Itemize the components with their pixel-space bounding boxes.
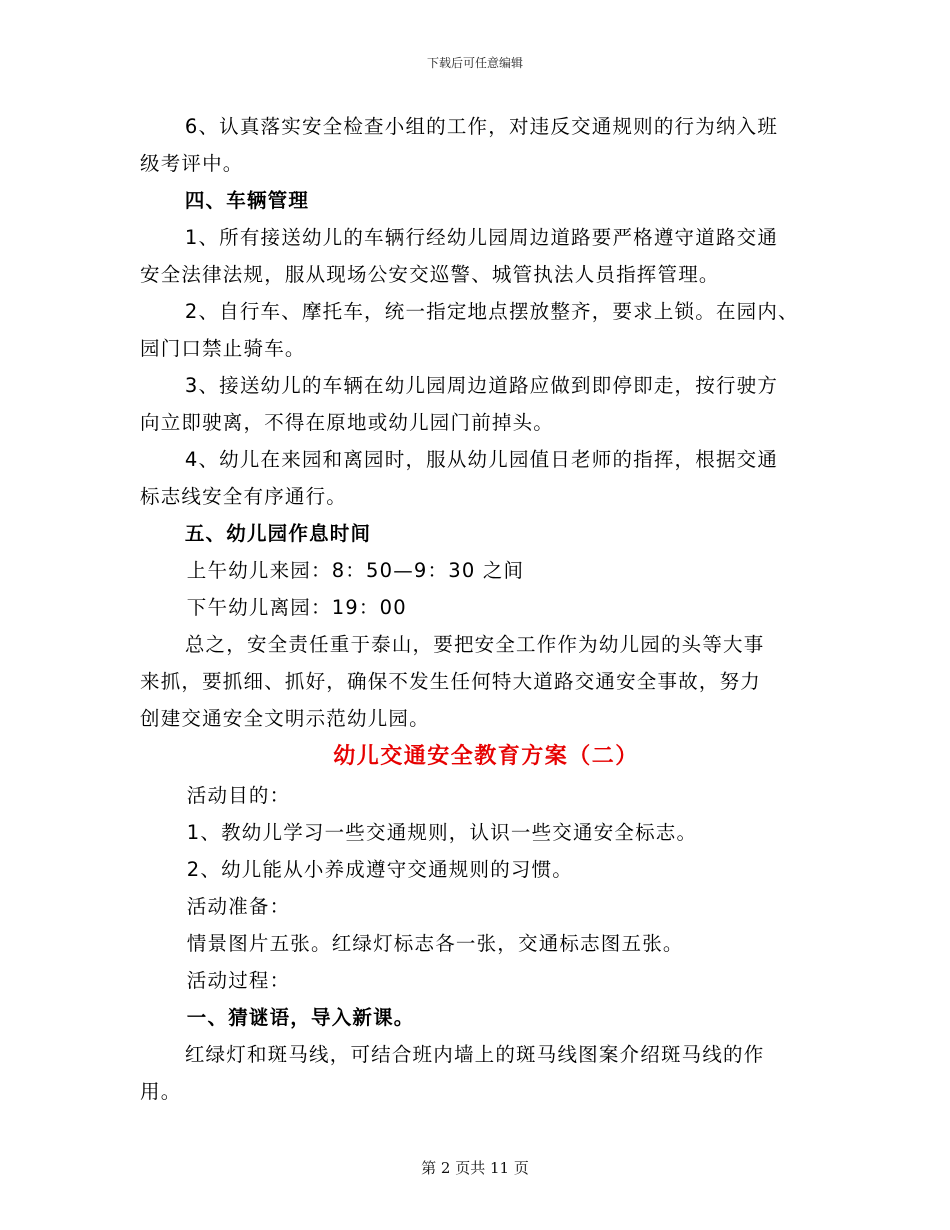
heading-schedule: 五、幼儿园作息时间 <box>184 522 372 545</box>
prep-label: 活动准备： <box>186 895 291 918</box>
goal-item-1: 1、教幼儿学习一些交通规则，认识一些交通安全标志。 <box>186 821 698 844</box>
paragraph-step-1: 红绿灯和斑马线，可结合班内墙上的斑马线图案介绍斑马线的作 用。 <box>140 1043 765 1103</box>
paragraph-vehicle-3: 3、接送幼儿的车辆在幼儿园周边道路应做到即停即走，按行驶方 向立即驶离，不得在原地或幼儿园门前掉头。 <box>140 374 779 434</box>
step-1-title: 一、猜谜语，导入新课。 <box>186 1006 415 1029</box>
goal-item-2: 2、幼儿能从小养成遵守交通规则的习惯。 <box>186 858 574 881</box>
paragraph-vehicle-2: 2、自行车、摩托车，统一指定地点摆放整齐，要求上锁。在园内、 园门口禁止骑车。 <box>140 300 799 360</box>
goal-label: 活动目的： <box>186 784 291 807</box>
schedule-morning: 上午幼儿来园：8：50—9：30 之间 <box>186 559 525 582</box>
paragraph-vehicle-4: 4、幼儿在来园和离园时，服从幼儿园值日老师的指挥，根据交通 标志线安全有序通行。 <box>140 448 779 508</box>
page-footer: 第 2 页共 11 页 <box>421 1159 529 1177</box>
paragraph-summary: 总之，安全责任重于泰山，要把安全工作作为幼儿园的头等大事 来抓，要抓细、抓好，确保不发生任何特大道路交通安全事故，努力 创建交通安全文明示范幼儿园。 <box>140 633 765 730</box>
paragraph-rule-6: 6、认真落实安全检查小组的工作，对违反交通规则的行为纳入班 级考评中。 <box>140 115 779 175</box>
document-body <box>140 108 812 1110</box>
heading-vehicle-management: 四、车辆管理 <box>184 189 310 212</box>
section-title: 幼儿交通安全教育方案（二） <box>333 744 639 769</box>
schedule-afternoon: 下午幼儿离园：19：00 <box>186 596 407 619</box>
process-label: 活动过程： <box>186 969 291 992</box>
paragraph-vehicle-1: 1、所有接送幼儿的车辆行经幼儿园周边道路要严格遵守道路交通 安全法律法规，服从现场公安交巡警、城管执法人员指挥管理。 <box>140 226 779 286</box>
prep-text: 情景图片五张。红绿灯标志各一张，交通标志图五张。 <box>186 932 684 955</box>
page-header: 下载后可任意编辑 <box>426 56 523 70</box>
